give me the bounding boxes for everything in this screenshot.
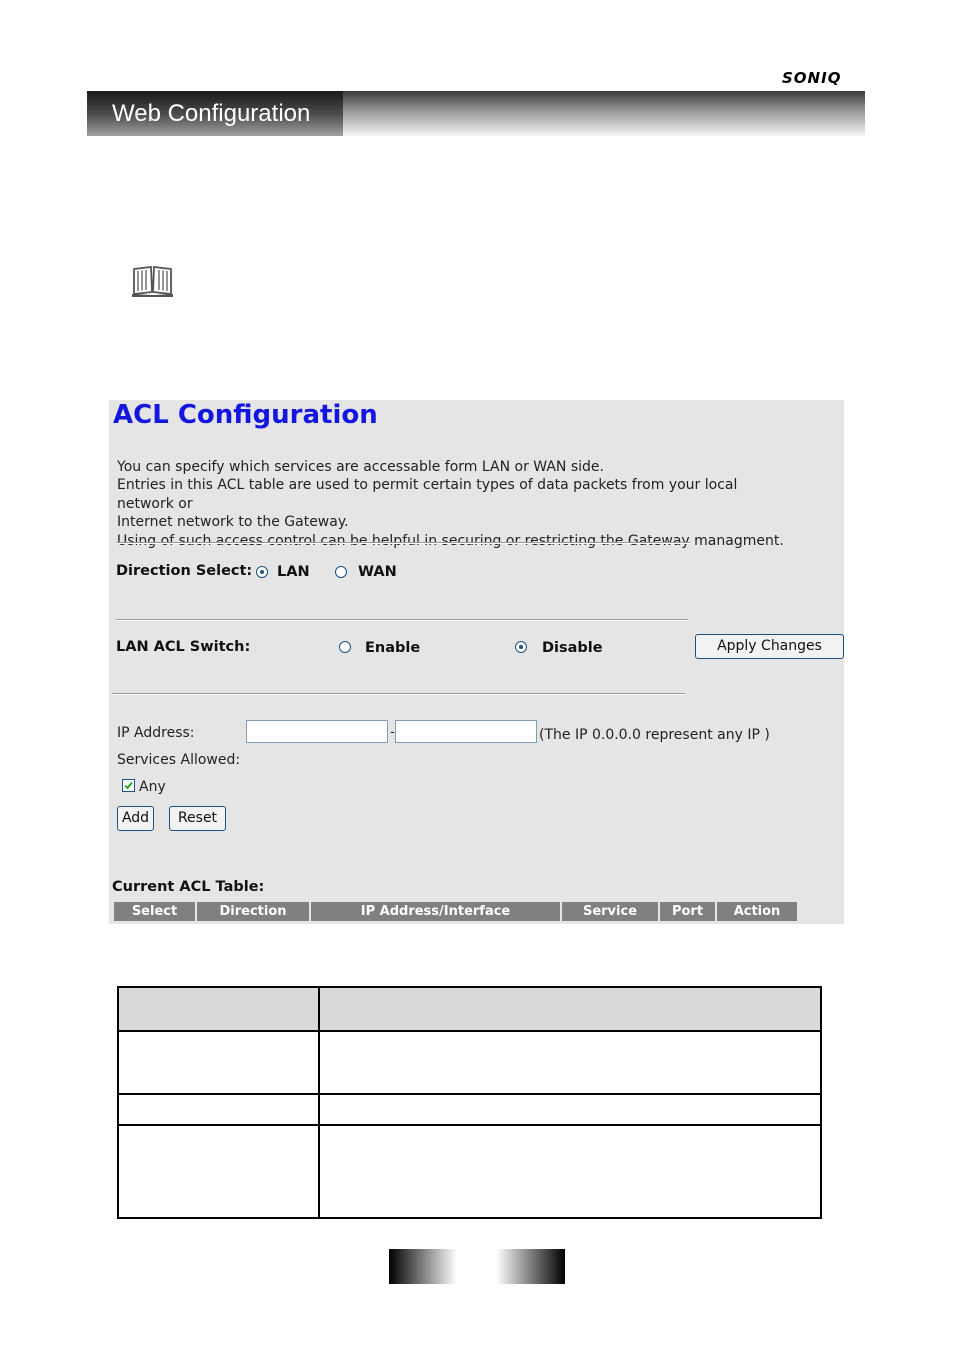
services-allowed-label: Services Allowed:: [117, 752, 241, 768]
table-cell: [319, 1031, 821, 1094]
intro-text: [117, 458, 797, 550]
divider: [116, 619, 688, 621]
table-cell: [319, 1125, 821, 1218]
checkmark-icon: [123, 780, 134, 791]
intro-line: Internet network to the Gateway.: [117, 514, 349, 531]
direction-lan-label: LAN: [277, 564, 310, 580]
table-header-cell: [118, 987, 319, 1031]
table-header-direction: Direction: [197, 902, 309, 921]
divider: [116, 542, 690, 544]
acl-switch-label: LAN ACL Switch:: [116, 639, 251, 655]
table-cell: [319, 1094, 821, 1125]
direction-label: Direction Select:: [116, 563, 253, 579]
switch-enable-label: Enable: [365, 640, 421, 656]
direction-wan-label: WAN: [358, 564, 397, 580]
acl-title: ACL Configuration: [113, 400, 378, 430]
footer-gradient-left: [389, 1249, 457, 1284]
book-icon: [131, 264, 175, 303]
intro-line: You can specify which services are accessable form LAN or WAN side.: [117, 459, 604, 475]
intro-line: Entries in this ACL table are used to permit certain types of data packets from your local network or: [117, 477, 738, 512]
table-header-port: Port: [660, 902, 715, 921]
table-header-select: Select: [114, 902, 195, 921]
divider: [112, 693, 685, 695]
intro-line: Using of such access control can be helpful in securing or restricting the Gateway managment.: [117, 532, 784, 549]
direction-lan-radio[interactable]: [256, 566, 268, 578]
apply-changes-button[interactable]: Apply Changes: [695, 634, 844, 659]
table-cell: [118, 1094, 319, 1125]
brand-logo: SONIQ: [782, 69, 842, 87]
table-row: [118, 1094, 821, 1125]
description-table: [117, 986, 822, 1219]
current-acl-table-label: Current ACL Table:: [112, 879, 265, 895]
add-button[interactable]: Add: [117, 806, 154, 831]
ip-start-input[interactable]: [246, 720, 388, 743]
any-label: Any: [139, 779, 166, 795]
page-title: Web Configuration: [112, 100, 311, 127]
reset-button[interactable]: Reset: [169, 806, 226, 831]
ip-address-label: IP Address:: [117, 725, 195, 741]
table-header-ip-address: IP Address/Interface: [311, 902, 560, 921]
table-header-cell: [319, 987, 821, 1031]
table-cell: [118, 1125, 319, 1218]
table-row: [118, 1031, 821, 1094]
footer-gradient-right: [496, 1249, 565, 1284]
ip-separator: -: [390, 725, 395, 740]
table-header-action: Action: [717, 902, 797, 921]
switch-enable-radio[interactable]: [339, 641, 351, 653]
ip-end-input[interactable]: [395, 720, 537, 743]
any-checkbox[interactable]: [122, 779, 135, 792]
switch-disable-label: Disable: [542, 640, 603, 656]
table-row: [118, 1125, 821, 1218]
table-cell: [118, 1031, 319, 1094]
table-header-service: Service: [562, 902, 658, 921]
switch-disable-radio[interactable]: [515, 641, 527, 653]
table-header-row: [118, 987, 821, 1031]
acl-panel: [109, 400, 844, 924]
ip-hint: (The IP 0.0.0.0 represent any IP ): [539, 727, 770, 743]
direction-wan-radio[interactable]: [335, 566, 347, 578]
